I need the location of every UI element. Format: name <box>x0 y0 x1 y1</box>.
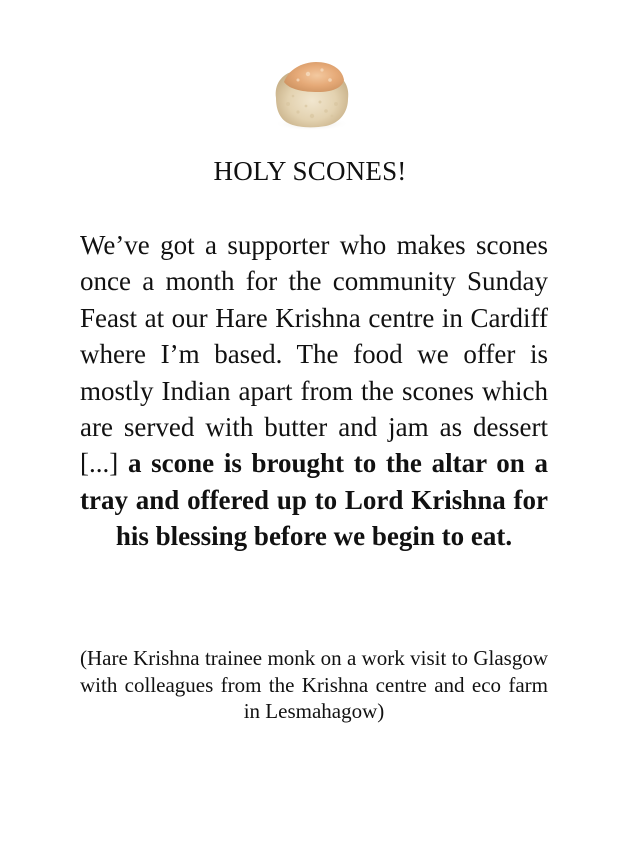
page-title: HOLY SCONES! <box>213 156 407 186</box>
quote-bold-text: a scone is brought to the altar on a tray and offered up to Lord Krishna for his blessing before we begin to eat. <box>80 448 549 552</box>
scone-image <box>268 54 354 132</box>
attribution-text: (Hare Krishna trainee monk on a work visit to Glasgow with colleagues from the Krishna centre and eco farm in Lesmahagow) <box>80 646 548 723</box>
quote-regular-text: We’ve got a supporter who makes scones once a month for the community Sunday Feast at our Hare Krishna centre in Cardiff where I’m based. The food we offer is mostly Indian apart from the scones which are served with butter and jam as dessert [...] <box>80 230 548 479</box>
quote-text <box>80 227 548 555</box>
scone-icon <box>268 54 354 132</box>
